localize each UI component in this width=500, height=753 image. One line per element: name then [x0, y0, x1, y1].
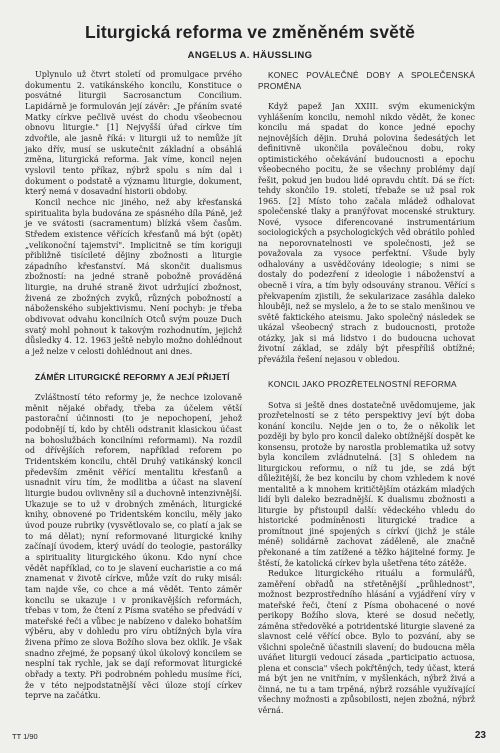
paragraph: Zvláštností této reformy je, že nechce izolovaně měnit nějaké obřady, třeba za účelem větší pastorační účinnosti (to je nepochopení, jehož podobnějí tí, kdo by chtěli odstranit klasickou účast na bohoslužbách koncilními reformami). Na rozdíl od dřívějších reforem, například reforem po Tridentském koncilu, chtěl Druhý vatikánský koncil především změnit věřící mentalitu křesťanů a usnadnit víru tím, že modlitba a účast na slavení liturgie budou ovlivněny sil a duchovně intenzivnější. Ukazuje se to už v drobných změnách, liturgické knihy, obnovené po Tridentském koncilu, měly jako úvod pouze rubriky (vysvětlovalo se, co platí a jak se to má dělat); nyní reformované liturgické knihy začínají úvodem, který uvádí do teologie, pastorálky a spirituality liturgického úkonu. Kdo nyní chce vědět například, co to je slavení eucharistie a co má znamenat v životě církve, může vzít do ruky misál: tam najde vše, co chce a má vědět. Tento záměr koncilu se ukazuje i v pronikavějších reformách, třebas v tom, že čtení z Písma svatého se předvádí v mateřské řeči a vůbec je nabízeno v daleko bohatším výběru, aby v dohledu pro víru obtížných byla víra živena přímo ze slova Božího slova bez oklik. Je však snadno zřejmé, že popsaný úkol úkolový koncilem se nesplní tak rychle, jak se dají reformovat liturgické obřady a texty. Při podrobném pohledu musíme říci, že v této nejpodstatnější věci úloze stojí církev teprve na začátku. [25, 393, 242, 701]
section-heading: ZÁMĚR LITURGICKÉ REFORMY A JEJÍ PŘIJETÍ [35, 371, 230, 382]
paragraph: Uplynulo už čtvrt století od promulgace prvého dokumentu 2. vatikánského koncilu, Konstituce o posvátné liturgii Sacrosanctum Concilium. Lapidárně je formulován její závěr: „Je přáním svaté Matky církve pečlivě uvést do chodu všeobecnou obnovu liturgie." [1] Nejvyšší úřad církve tím zdvořile, ale jasně říká: v liturgii už to nemůže jít jako dřív, musí se uskutečnit základní a obsáhlá změna, liturgická reforma. Jak víme, koncil nejen vyslovil tento příkaz, nýbrž spolu s ním dal i dokument o podstatě a významu liturgie, dokument, který nemá v dosavadní historii obdoby. [25, 70, 242, 197]
paragraph: Koncil nechce nic jiného, než aby křesťanská spiritualita byla budována ze spásného díla Páně, jež je ve svátosti (sacramentum) blízká všem časům. Středem existence věřících křesťanů má být (opět) „velikonoční tajemství". Implicitně se tím koriguji přibližně tisícileté dějiny zbožnosti a liturgie západního křesťanství. Má skončit dualismus zbožností: na jedné straně pobožně prováděná liturgie, na druhé straně život udržující zbožnost, živená ze zbožných zvyků, různých pobožností a náboženského subjektivismu. Není pochyb: je třeba obdivovat odvahu koncilních Otců svým pouze Duch svatý mohl pohnout k takovým rozhodnutím, jejichž důsledky 4. 12. 1963 ještě nebylo možno dohlédnout a jež nelze v celosti dohlédnout ani dnes. [25, 197, 242, 357]
section-heading: KONEC POVÁLEČNÉ DOBY A SPOLEČENSKÁ PROMĚNA [258, 70, 475, 91]
section-heading: KONCIL JAKO PROZŘETELNOSTNÍ REFORMA [268, 379, 457, 390]
page-number: 23 [474, 730, 486, 741]
article-author: ANGELUS A. HÄUSSLING [187, 50, 313, 61]
paragraph: Redukce liturgického rituálu a formulářů, zaměření obřadů na střetěnější „průhlednost", možnost bezprostředního hlásání a vyjádření víry v mateřské řeči, čtení z Písma obohacené o nové perikopy Božího slova, které se dosud nečetly, záměna středověké a potridentské liturgie slavené za slavnost celé věřící obce. Bylo to pozvání, aby se všichni společně účastnili slavení; do budoucna měla uváňet liturgii vedoucí zásada „participatio actuosa, plena et conscia" všech pokřtěných, tedy účast, která má být jen ne vnitřním, v myšlenkách, nýbrž živá a činná, ne tu a tam trpěná, nýbrž rozsáhle využívající všechny možnosti a způsobilosti, nejen zbožná, nýbrž věrná. [258, 569, 475, 715]
journal-issue: TT 1/90 [12, 732, 38, 741]
left-column [25, 70, 242, 702]
article-title: Liturgická reforma ve změněném světě [84, 22, 416, 42]
right-column [258, 70, 475, 717]
paragraph: Sotva si ještě dnes dostatečně uvědomujeme, jak prozřetelností se z této perspektivy jeví být doba konání koncilu. Nejde jen o to, že o několik let později by bylo pro koncil daleko obtížnější dospět ke konsensu, protože by narostla problematika už sotvy byla koncilem zvládnutelná. [3] S ohledem na liturgickou reformu, o níž tu jde, se zdá být důležitější, že bez koncilu by chom vzhledem k nové mentalitě a k mnohem kritičtějším otázkám mladých lidí byli daleko bezradnější. K dualismu zbožnosti a liturgie by přistoupil další: vědeckého vhledu do historické podmíněnosti liturgické tradice a promítnout jiné spojených s církví (jichž je stále méně) solidárně zachovat záděleně, ale značně překonané a tím zatížené a těžko hájitelné formy. Je štěstí, že katolická církev byla ušetřena této zátěže. [258, 400, 475, 568]
paragraph: Když papež Jan XXIII. svým ekumenickým vyhlášením koncilu, nemohl nikdo vědět, že konec koncilu má spadat do konce jedné epochy nejnovějších dějin. Druhá polovina šedesátých let definitivně ukončila poválečnou dobu, roky optimistického očekávání budoucnosti a epochu všeobecného pocitu, že se všechny problémy dají řešit, pokud jen budou lidé opravdu chtít. Dá se říct: tehdy skončilo 19. století, třebaže se už psal rok 1965. [2] Místo toho začala mládež odhalovat společenské tlaky a pranýřovat mocenské struktury. Nové, vysoce diferencované instrumentárium sociologických a psychologických věd obrátilo pohled na neporovnatelnosti ve společnosti, jež se považovala za vysoce perfektní. Všude byly odhalovány a usvědčovány ideologie; s nimi se dostaly do podezření z ideologie i náboženství a obecně i víra, a tím byly odsouvány stranou. Věřící s překvapením zjistili, že sekularizace zasáhla daleko hlouběji, než se myslelo, a že to se stalo menšinou ve světě faktického ateismu. Jako společný následek se ukázal všeobecný strach z budoucnosti, protože otázky, jak si má lidstvo i do budoucna uchovat životní základ, se zdály být přespříliš obtížné; převážila řešení nejasou v obledou. [258, 101, 475, 364]
